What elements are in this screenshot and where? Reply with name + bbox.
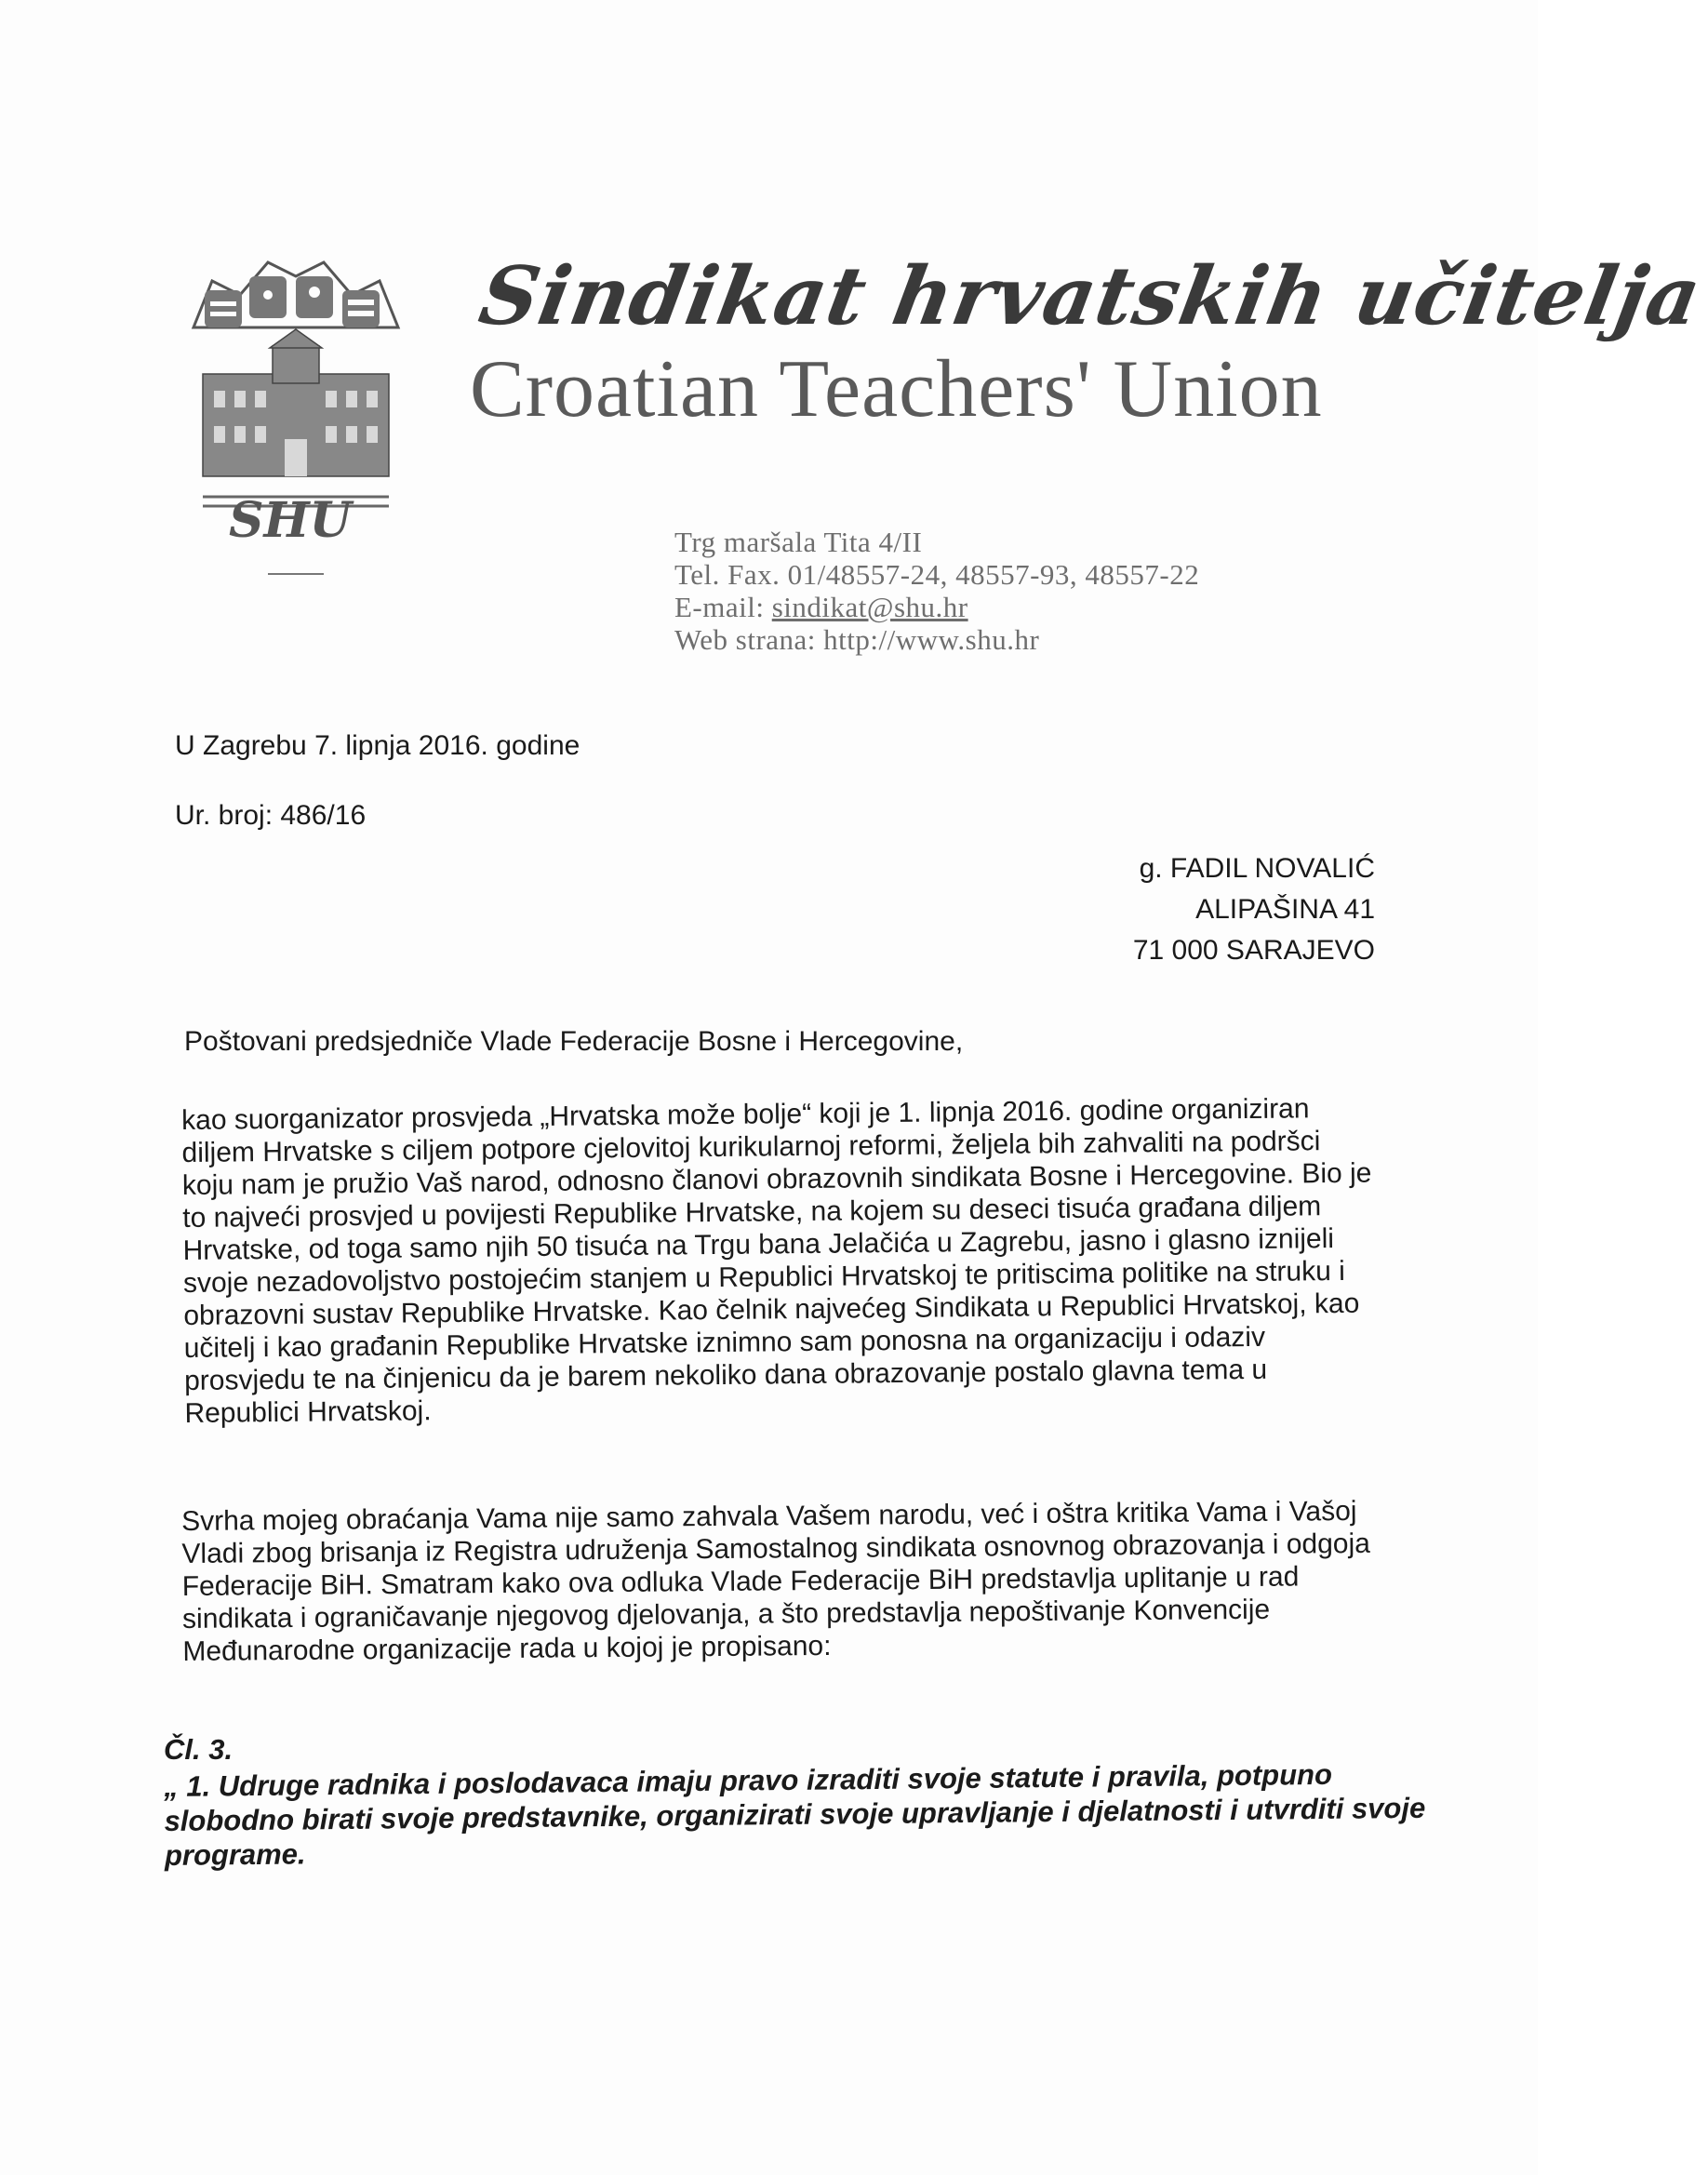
recipient-street: ALIPAŠINA 41 bbox=[1195, 894, 1375, 925]
email-label: E-mail: bbox=[674, 591, 772, 623]
phone-line: Tel. Fax. 01/48557-24, 48557-93, 48557-22 bbox=[674, 558, 1200, 591]
paragraph-line: sindikata i ograničavanje njegovog djelovanja, a što predstavlja nepoštivanje Konvencije bbox=[181, 1594, 1271, 1635]
quote-line: programe. bbox=[164, 1837, 306, 1872]
recipient-name: g. FADIL NOVALIĆ bbox=[1139, 853, 1375, 884]
logo-text: SHU bbox=[229, 492, 353, 549]
paragraph-line: Međunarodne organizacije rada u kojoj je propisano: bbox=[182, 1630, 832, 1667]
paragraph-line: Hrvatske, od toga samo njih 50 tisuća na Trgu bana Jelačića u Zagrebu, jasno i glasno iznijeli bbox=[182, 1223, 1335, 1266]
paragraph-line: svoje nezadovoljstvo postojećim stanjem u Republici Hrvatskoj te pritiscima politike na struku i bbox=[182, 1255, 1345, 1299]
paragraph-line: Republici Hrvatskoj. bbox=[184, 1395, 432, 1429]
union-logo-emblem bbox=[184, 244, 407, 579]
article-quote bbox=[164, 1756, 1426, 1873]
union-name-english: Croatian Teachers' Union bbox=[470, 344, 1323, 434]
web-line: Web strana: http://www.shu.hr bbox=[674, 623, 1040, 656]
address-line: Trg maršala Tita 4/II bbox=[674, 526, 923, 558]
paragraph-line: koju nam je pružio Vaš narod, odnosno članovi obrazovnih sindikata Bosne i Hercegovine. Bio je bbox=[181, 1157, 1372, 1201]
reference-number: Ur. broj: 486/16 bbox=[175, 800, 367, 831]
article-heading: Čl. 3. bbox=[164, 1733, 234, 1766]
paragraph-line: Vladi zbog brisanja iz Registra udruženja Samostalnog sindikata osnovnog obrazovanja i odgoja bbox=[181, 1528, 1371, 1569]
quote-line: slobodno birati svoje predstavnike, organizirati svoje upravljanje i djelatnosti i utvrditi svoje bbox=[164, 1791, 1426, 1837]
paragraph-line: prosvjedu te na činjenicu da je barem nekoliko dana obrazovanje postalo glavna tema u bbox=[183, 1354, 1268, 1396]
paragraph-line: kao suorganizator prosvjeda „Hrvatska može bolje“ koji je 1. lipnja 2016. godine organiziran bbox=[181, 1093, 1310, 1136]
quote-line: „ 1. Udruge radnika i poslodavaca imaju pravo izraditi svoje statute i pravila, potpuno bbox=[164, 1757, 1333, 1803]
paragraph-thanks bbox=[181, 1091, 1385, 1429]
salutation: Poštovani predsjedniče Vlade Federacije Bosne i Hercegovine, bbox=[184, 1026, 964, 1057]
paragraph-line: diljem Hrvatske s ciljem potpore cjelovitoj kurikularnoj reformi, željela bih zahvaliti na podršci bbox=[181, 1126, 1321, 1168]
email-link[interactable]: sindikat@shu.hr bbox=[771, 591, 968, 623]
union-name-croatian: Sindikat hrvatskih učitelja bbox=[473, 249, 1708, 343]
paragraph-line: Federacije BiH. Smatram kako ova odluka Vlade Federacije BiH predstavlja uplitanje u rad bbox=[181, 1561, 1300, 1602]
paragraph-line: Svrha mojeg obraćanja Vama nije samo zahvala Vašem narodu, već i oštra kritika Vama i Vašoj bbox=[181, 1495, 1357, 1537]
paragraph-line: to najveći prosvjed u povijesti Republike Hrvatske, na kojem su deseci tisuća građana diljem bbox=[182, 1191, 1322, 1234]
contact-block bbox=[674, 526, 1199, 656]
recipient-city: 71 000 SARAJEVO bbox=[1132, 935, 1375, 966]
email-line bbox=[674, 591, 1199, 623]
date-line: U Zagrebu 7. lipnja 2016. godine bbox=[175, 730, 580, 761]
paragraph-line: obrazovni sustav Republike Hrvatske. Kao čelnik najvećeg Sindikata u Republici Hrvatskoj, kao bbox=[183, 1288, 1360, 1331]
recipient-address bbox=[1133, 848, 1375, 971]
paragraph-line: učitelj i kao građanin Republike Hrvatske iznimno sam ponosna na organizaciju i odaziv bbox=[183, 1321, 1266, 1364]
paragraph-criticism bbox=[181, 1495, 1382, 1668]
